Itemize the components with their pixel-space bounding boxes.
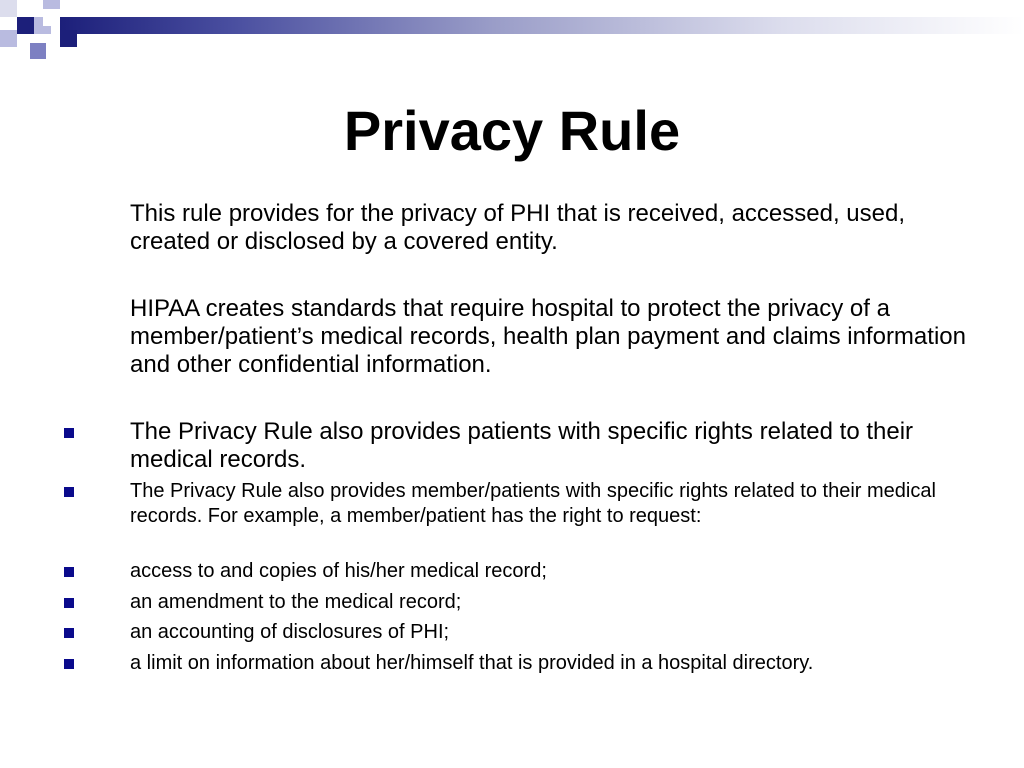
bullet-text: an amendment to the medical record; (130, 591, 462, 613)
decor-square (30, 43, 46, 59)
square-bullet-icon (64, 598, 74, 608)
decor-square (60, 30, 77, 47)
bullet-text: access to and copies of his/her medical record; (130, 560, 547, 582)
bullet-text: The Privacy Rule also provides member/patients with specific rights related to their medical records. For example, a member/patient has the right to request: (130, 480, 936, 527)
decor-square (17, 0, 34, 17)
bullet-text: an accounting of disclosures of PHI; (130, 621, 450, 643)
decor-square (43, 9, 60, 26)
decor-square (0, 30, 17, 47)
square-bullet-icon (64, 428, 74, 438)
slide-title: Privacy Rule (343, 99, 681, 162)
decor-square (60, 0, 77, 17)
square-bullet-icon (64, 628, 74, 638)
header-gradient-band (60, 17, 1024, 34)
square-bullet-icon (64, 659, 74, 669)
paragraph-rule-description: This rule provides for the privacy of PHI that is received, accessed, used, created or disclosed by a covered entity. (130, 200, 906, 255)
paragraph-hipaa-standards: HIPAA creates standards that require hospital to protect the privacy of a member/patient’s medical records, health plan payment and claims information and other confidential information. (130, 295, 966, 378)
bullet-text: The Privacy Rule also provides patients with specific rights related to their medical records. (130, 418, 914, 473)
decor-square (17, 17, 34, 34)
decor-square (0, 0, 17, 17)
square-bullet-icon (64, 567, 74, 577)
square-bullet-icon (64, 487, 74, 497)
bullet-text: a limit on information about her/himself that is provided in a hospital directory. (130, 652, 814, 674)
